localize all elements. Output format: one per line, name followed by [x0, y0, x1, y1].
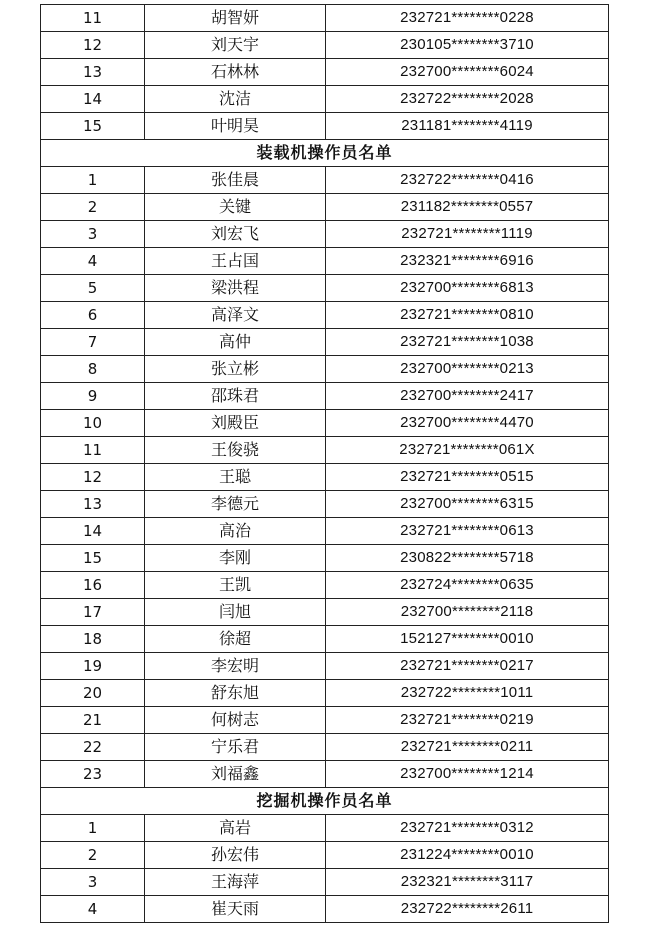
id-number: 232700********2417 — [326, 383, 609, 410]
operator-name: 王占国 — [145, 248, 326, 275]
row-number: 17 — [41, 599, 145, 626]
section-title: 挖掘机操作员名单 — [41, 788, 609, 815]
operator-name: 梁洪程 — [145, 275, 326, 302]
id-number: 231182********0557 — [326, 194, 609, 221]
table-row — [41, 626, 609, 653]
row-number: 12 — [41, 32, 145, 59]
id-number: 232700********6315 — [326, 491, 609, 518]
row-number: 1 — [41, 167, 145, 194]
table-row — [41, 464, 609, 491]
table-row — [41, 815, 609, 842]
operator-name: 舒东旭 — [145, 680, 326, 707]
row-number: 22 — [41, 734, 145, 761]
table-row — [41, 86, 609, 113]
row-number: 3 — [41, 869, 145, 896]
table-row — [41, 653, 609, 680]
table-row — [41, 545, 609, 572]
id-number: 232700********6813 — [326, 275, 609, 302]
roster-body — [41, 5, 609, 923]
row-number: 15 — [41, 545, 145, 572]
id-number: 232721********0810 — [326, 302, 609, 329]
operator-name: 何树志 — [145, 707, 326, 734]
row-number: 11 — [41, 437, 145, 464]
operator-name: 石林林 — [145, 59, 326, 86]
operator-name: 刘天宇 — [145, 32, 326, 59]
id-number: 232721********0211 — [326, 734, 609, 761]
section-title: 装载机操作员名单 — [41, 140, 609, 167]
id-number: 232700********4470 — [326, 410, 609, 437]
operator-name: 李德元 — [145, 491, 326, 518]
id-number: 232724********0635 — [326, 572, 609, 599]
operator-name: 崔天雨 — [145, 896, 326, 923]
row-number: 9 — [41, 383, 145, 410]
row-number: 2 — [41, 194, 145, 221]
operator-name: 胡智妍 — [145, 5, 326, 32]
table-row — [41, 734, 609, 761]
row-number: 14 — [41, 518, 145, 545]
row-number: 2 — [41, 842, 145, 869]
row-number: 20 — [41, 680, 145, 707]
table-row — [41, 896, 609, 923]
table-row — [41, 518, 609, 545]
row-number: 15 — [41, 113, 145, 140]
operator-name: 王凯 — [145, 572, 326, 599]
operator-name: 孙宏伟 — [145, 842, 326, 869]
table-row — [41, 491, 609, 518]
row-number: 6 — [41, 302, 145, 329]
table-row — [41, 572, 609, 599]
row-number: 4 — [41, 248, 145, 275]
operator-name: 关键 — [145, 194, 326, 221]
id-number: 232700********1214 — [326, 761, 609, 788]
table-row — [41, 167, 609, 194]
table-row — [41, 194, 609, 221]
operator-name: 王海萍 — [145, 869, 326, 896]
operator-name: 叶明昊 — [145, 113, 326, 140]
table-row — [41, 383, 609, 410]
id-number: 232722********1011 — [326, 680, 609, 707]
id-number: 232721********0515 — [326, 464, 609, 491]
table-row — [41, 275, 609, 302]
table-row — [41, 32, 609, 59]
table-row — [41, 221, 609, 248]
row-number: 11 — [41, 5, 145, 32]
id-number: 232721********1119 — [326, 221, 609, 248]
row-number: 3 — [41, 221, 145, 248]
row-number: 1 — [41, 815, 145, 842]
row-number: 21 — [41, 707, 145, 734]
table-row — [41, 356, 609, 383]
section-header-row — [41, 140, 609, 167]
id-number: 232721********0228 — [326, 5, 609, 32]
row-number: 7 — [41, 329, 145, 356]
operator-name: 徐超 — [145, 626, 326, 653]
table-row — [41, 599, 609, 626]
id-number: 152127********0010 — [326, 626, 609, 653]
id-number: 232721********0613 — [326, 518, 609, 545]
operator-name: 高泽文 — [145, 302, 326, 329]
table-row — [41, 59, 609, 86]
id-number: 232321********3117 — [326, 869, 609, 896]
id-number: 231181********4119 — [326, 113, 609, 140]
table-row — [41, 113, 609, 140]
id-number: 232722********2611 — [326, 896, 609, 923]
id-number: 232721********061X — [326, 437, 609, 464]
id-number: 232722********0416 — [326, 167, 609, 194]
operator-name: 王俊骁 — [145, 437, 326, 464]
id-number: 232721********0217 — [326, 653, 609, 680]
row-number: 23 — [41, 761, 145, 788]
table-row — [41, 680, 609, 707]
operator-name: 李刚 — [145, 545, 326, 572]
row-number: 13 — [41, 491, 145, 518]
id-number: 232721********1038 — [326, 329, 609, 356]
table-row — [41, 248, 609, 275]
operator-roster-table — [40, 4, 609, 923]
row-number: 12 — [41, 464, 145, 491]
row-number: 14 — [41, 86, 145, 113]
id-number: 231224********0010 — [326, 842, 609, 869]
row-number: 8 — [41, 356, 145, 383]
operator-name: 邵珠君 — [145, 383, 326, 410]
operator-name: 高仲 — [145, 329, 326, 356]
id-number: 232700********0213 — [326, 356, 609, 383]
id-number: 232721********0312 — [326, 815, 609, 842]
id-number: 232721********0219 — [326, 707, 609, 734]
operator-name: 刘殿臣 — [145, 410, 326, 437]
operator-name: 李宏明 — [145, 653, 326, 680]
operator-name: 高岩 — [145, 815, 326, 842]
table-row — [41, 5, 609, 32]
id-number: 230105********3710 — [326, 32, 609, 59]
table-row — [41, 842, 609, 869]
operator-name: 高治 — [145, 518, 326, 545]
table-row — [41, 437, 609, 464]
row-number: 5 — [41, 275, 145, 302]
id-number: 232700********6024 — [326, 59, 609, 86]
operator-name: 刘福鑫 — [145, 761, 326, 788]
operator-name: 张佳晨 — [145, 167, 326, 194]
table-row — [41, 707, 609, 734]
operator-name: 闫旭 — [145, 599, 326, 626]
operator-name: 刘宏飞 — [145, 221, 326, 248]
row-number: 13 — [41, 59, 145, 86]
id-number: 232700********2118 — [326, 599, 609, 626]
table-row — [41, 410, 609, 437]
table-row — [41, 329, 609, 356]
operator-name: 沈洁 — [145, 86, 326, 113]
id-number: 232321********6916 — [326, 248, 609, 275]
table-row — [41, 869, 609, 896]
table-row — [41, 761, 609, 788]
row-number: 4 — [41, 896, 145, 923]
table-row — [41, 302, 609, 329]
row-number: 18 — [41, 626, 145, 653]
section-header-row — [41, 788, 609, 815]
id-number: 232722********2028 — [326, 86, 609, 113]
operator-name: 宁乐君 — [145, 734, 326, 761]
operator-name: 张立彬 — [145, 356, 326, 383]
row-number: 19 — [41, 653, 145, 680]
operator-name: 王聪 — [145, 464, 326, 491]
row-number: 16 — [41, 572, 145, 599]
row-number: 10 — [41, 410, 145, 437]
id-number: 230822********5718 — [326, 545, 609, 572]
